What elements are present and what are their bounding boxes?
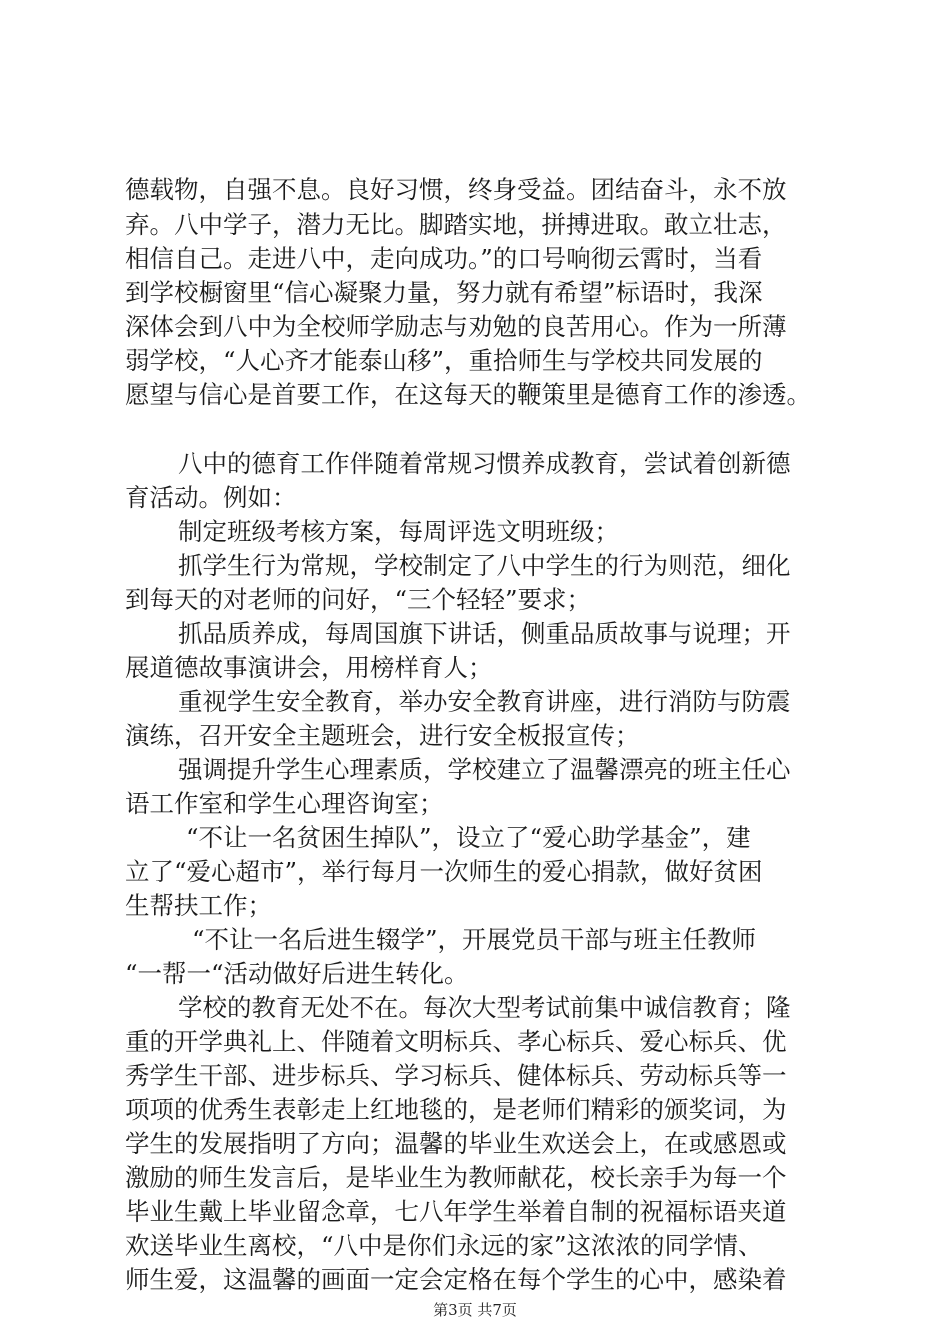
- text-line: 强调提升学生心理素质，学校建立了温馨漂亮的班主任心: [178, 755, 791, 784]
- text-line: 制定班级考核方案，每周评选文明班级；: [178, 517, 619, 546]
- text-line: 弱学校，“人心齐才能泰山移”，重拾师生与学校共同发展的: [125, 346, 763, 375]
- text-line: 愿望与信心是首要工作，在这每天的鞭策里是德育工作的渗透。: [125, 380, 811, 409]
- page-number: 第3页 共7页: [433, 1301, 517, 1319]
- text-line: 项项的优秀生表彰走上红地毯的，是老师们精彩的颁奖词，为: [125, 1095, 787, 1124]
- text-line: 立了“爱心超市”，举行每月一次师生的爱心捐款，做好贫困: [125, 857, 763, 886]
- text-line: 欢送毕业生离校，“八中是你们永远的家”这浓浓的同学情、: [125, 1231, 763, 1260]
- text-line: 弃。八中学子，潜力无比。脚踏实地，拼搏进取。敢立壮志，: [125, 210, 787, 239]
- text-line: 学生的发展指明了方向；温馨的毕业生欢送会上，在或感恩或: [125, 1129, 787, 1158]
- text-line: 语工作室和学生心理咨询室；: [125, 789, 444, 818]
- text-line: “不让一名后进生辍学”，开展党员干部与班主任教师: [192, 925, 757, 954]
- text-line: 演练，召开安全主题班会，进行安全板报宣传；: [125, 721, 640, 750]
- text-line: 师生爱，这温馨的画面一定会定格在每个学生的心中，感染着: [125, 1265, 787, 1294]
- text-line: 秀学生干部、进步标兵、学习标兵、健体标兵、劳动标兵等一: [125, 1061, 787, 1090]
- text-line: 深体会到八中为全校师学励志与劝勉的良苦用心。作为一所薄: [125, 312, 787, 341]
- text-line: “一帮一“活动做好后进生转化。: [125, 959, 469, 988]
- text-line: 到每天的对老师的问好，“三个轻轻”要求；: [125, 585, 592, 614]
- text-line: 激励的师生发言后，是毕业生为教师献花，校长亲手为每一个: [125, 1163, 787, 1192]
- text-line: “不让一名贫困生掉队”，设立了“爱心助学基金”，建: [186, 823, 751, 852]
- text-line: 展道德故事演讲会，用榜样育人；: [125, 653, 493, 682]
- text-line: 毕业生戴上毕业留念章，七八年学生举着自制的祝福标语夹道: [125, 1197, 787, 1226]
- text-line: 育活动。例如：: [125, 483, 297, 512]
- text-line: 到学校橱窗里“信心凝聚力量，努力就有希望”标语时，我深: [125, 278, 763, 307]
- text-line: 相信自己。走进八中，走向成功。”的口号响彻云霄时，当看: [125, 244, 763, 273]
- text-line: 重视学生安全教育，举办安全教育讲座，进行消防与防震: [178, 687, 791, 716]
- text-line: 抓学生行为常规，学校制定了八中学生的行为则范，细化: [178, 551, 791, 580]
- text-line: 八中的德育工作伴随着常规习惯养成教育，尝试着创新德: [178, 449, 791, 478]
- text-line: 重的开学典礼上、伴随着文明标兵、孝心标兵、爱心标兵、优: [125, 1027, 787, 1056]
- text-line: 学校的教育无处不在。每次大型考试前集中诚信教育；隆: [178, 993, 791, 1022]
- text-line: 生帮扶工作；: [125, 891, 272, 920]
- text-line: 德载物，自强不息。良好习惯，终身受益。团结奋斗，永不放: [125, 175, 787, 204]
- text-line: 抓品质养成，每周国旗下讲话，侧重品质故事与说理；开: [178, 619, 791, 648]
